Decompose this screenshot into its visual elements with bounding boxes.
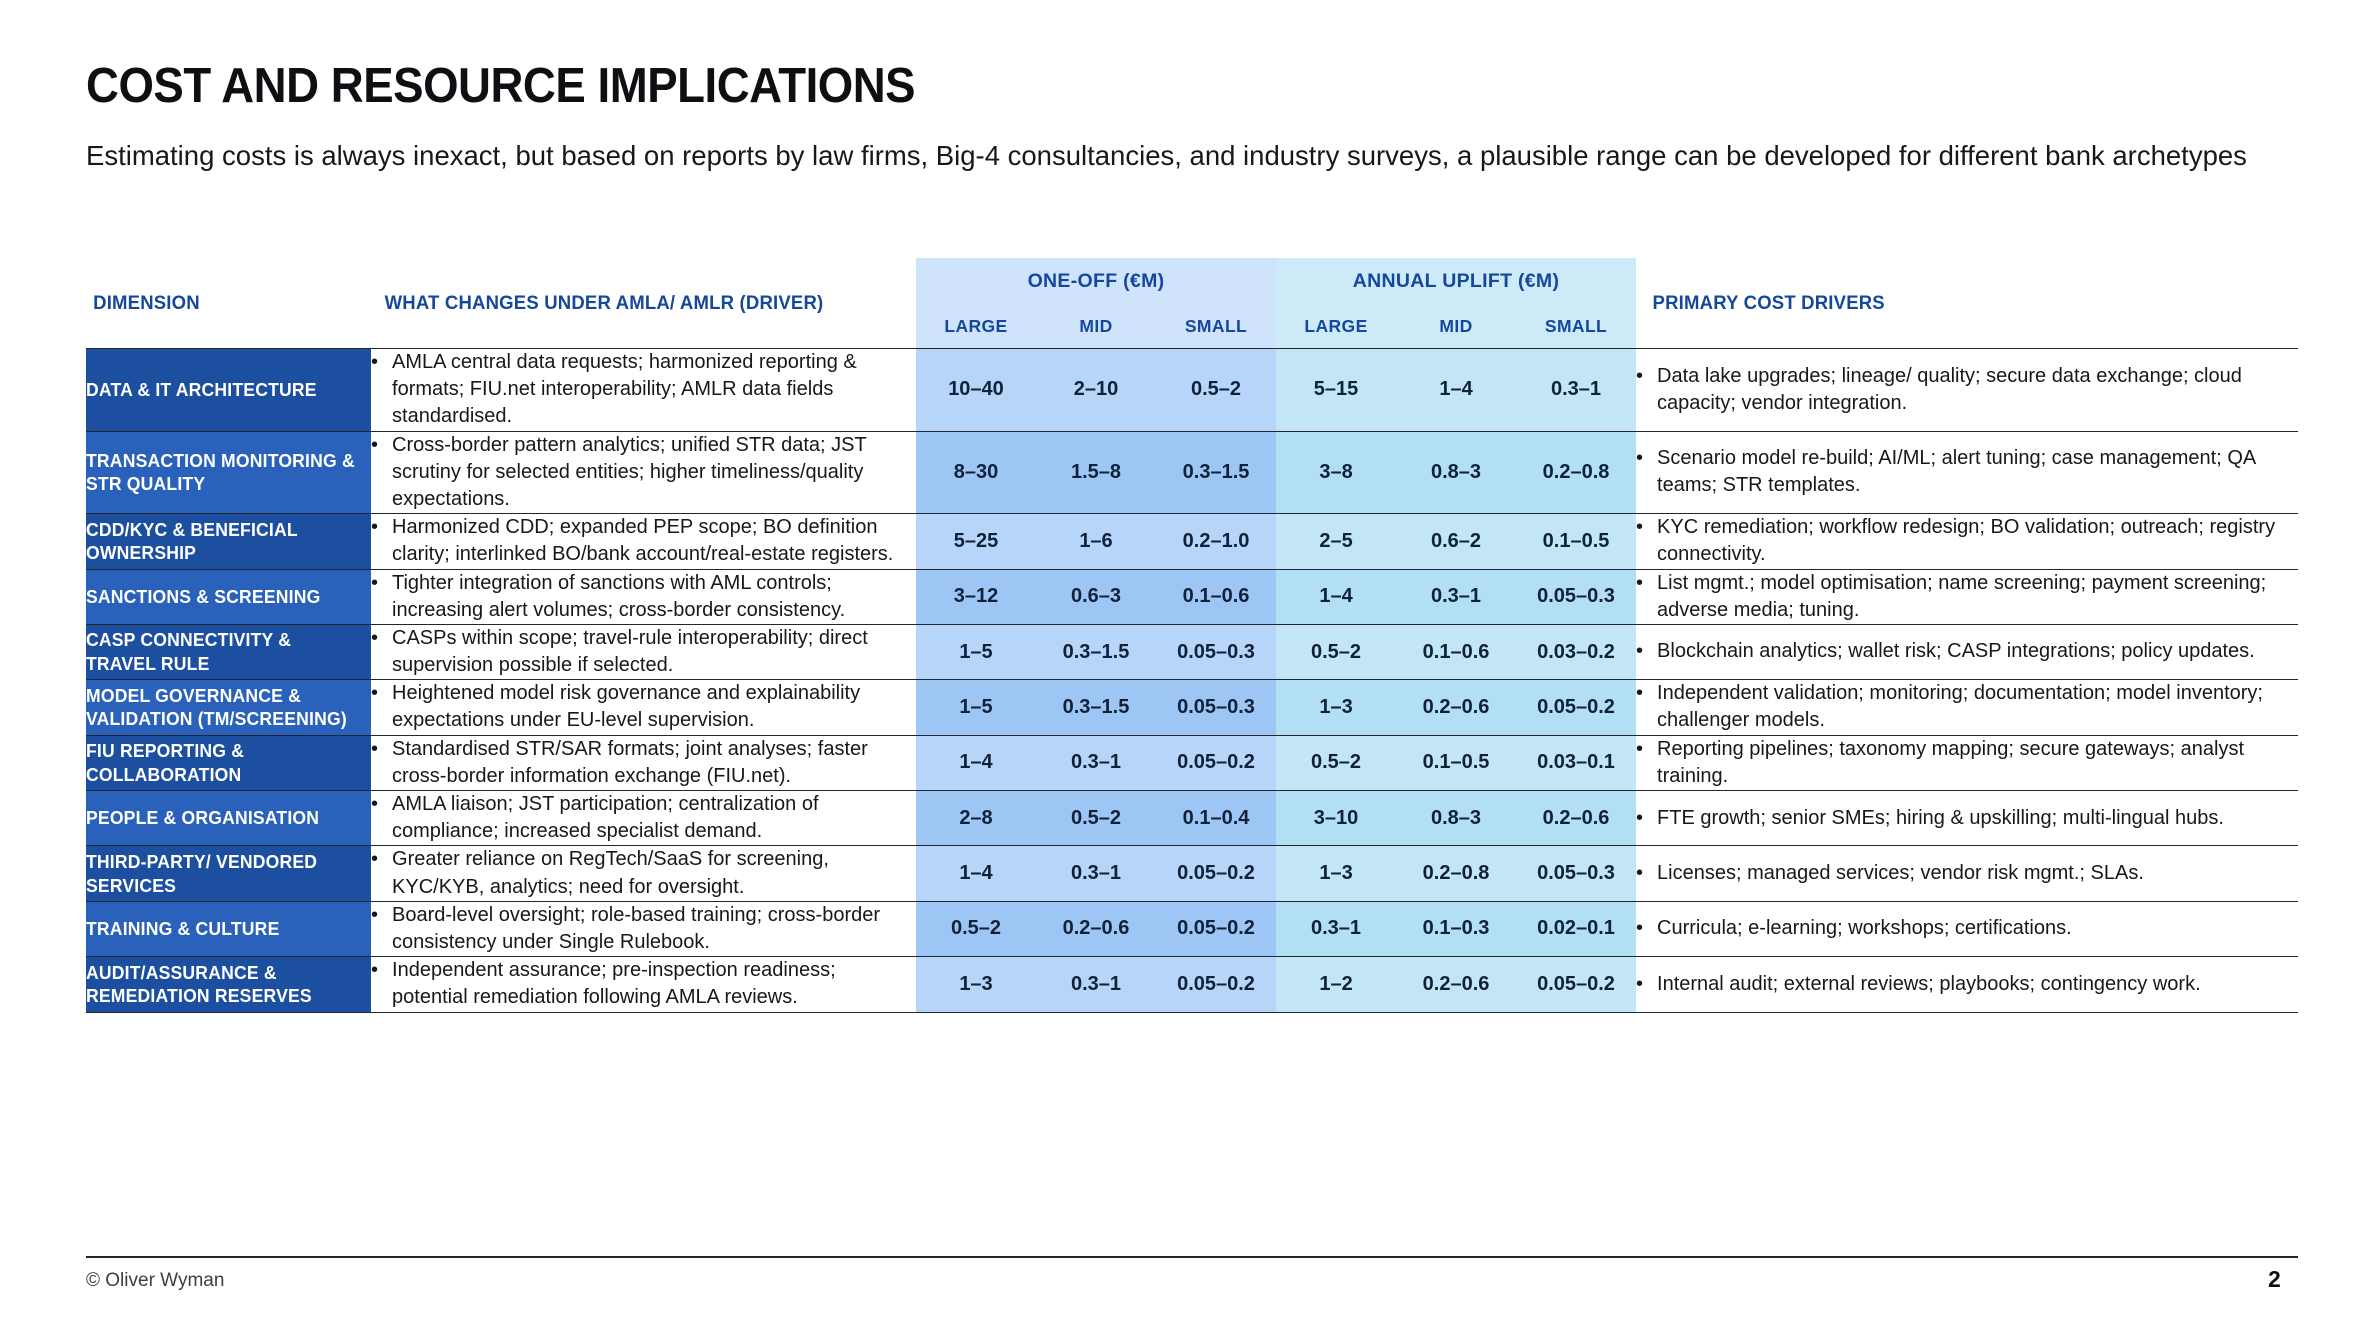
row-dimension <box>86 791 371 846</box>
bullet-icon: • <box>1636 447 1644 470</box>
row-annual-mid: 0.3–1 <box>1396 569 1516 624</box>
table-row <box>86 624 2298 679</box>
row-annual-small: 0.02–0.1 <box>1516 901 1636 956</box>
row-what-changes-text: CASPs within scope; travel-rule interoperability; direct supervision possible if selected. <box>392 626 868 677</box>
row-annual-small: 0.05–0.2 <box>1516 957 1636 1012</box>
row-dimension <box>86 680 371 735</box>
bullet-icon: • <box>371 571 379 594</box>
row-annual-small: 0.03–0.2 <box>1516 624 1636 679</box>
bullet-icon: • <box>371 682 379 705</box>
row-drivers-text: Curricula; e-learning; workshops; certifications. <box>1657 917 2072 940</box>
table-header <box>86 258 2298 349</box>
row-dimension-label: CDD/KYC & BENEFICIAL OWNERSHIP <box>86 518 298 564</box>
table-row <box>86 569 2298 624</box>
row-one-off-large: 5–25 <box>916 514 1036 569</box>
bullet-icon: • <box>371 793 379 815</box>
row-one-off-mid: 0.3–1 <box>1036 957 1156 1012</box>
row-drivers-text: KYC remediation; workflow redesign; BO validation; outreach; registry connectivity. <box>1657 516 2276 566</box>
row-dimension-label: TRAINING & CULTURE <box>86 918 280 940</box>
table-row <box>86 791 2298 846</box>
row-dimension <box>86 569 371 624</box>
row-one-off-small: 0.05–0.2 <box>1156 735 1276 790</box>
row-drivers-text: Internal audit; external reviews; playbooks; contingency work. <box>1657 972 2201 995</box>
row-dimension-label: FIU REPORTING & COLLABORATION <box>86 740 245 785</box>
row-what-changes-text: Harmonized CDD; expanded PEP scope; BO definition clarity; interlinked BO/bank account/real-estate registers. <box>392 516 894 566</box>
row-drivers <box>1636 680 2298 735</box>
row-annual-mid: 0.1–0.6 <box>1396 624 1516 679</box>
row-what-changes <box>371 901 916 956</box>
row-drivers-text: FTE growth; senior SMEs; hiring & upskilling; multi-lingual hubs. <box>1657 806 2224 829</box>
row-dimension <box>86 514 371 569</box>
header-one-off-mid: MID <box>1036 304 1156 349</box>
bullet-icon: • <box>1636 917 1644 940</box>
row-drivers <box>1636 901 2298 956</box>
row-one-off-large: 1–5 <box>916 680 1036 735</box>
bullet-icon: • <box>1636 571 1644 594</box>
row-one-off-small: 0.5–2 <box>1156 349 1276 432</box>
row-what-changes-text: AMLA central data requests; harmonized reporting & formats; FIU.net interoperability; AMLR data fields standardised. <box>392 351 857 428</box>
header-primary-cost-drivers: PRIMARY COST DRIVERS <box>1652 291 1885 314</box>
row-what-changes-text: Greater reliance on RegTech/SaaS for screening, KYC/KYB, analytics; need for oversight. <box>392 848 829 898</box>
row-annual-large: 2–5 <box>1276 514 1396 569</box>
row-one-off-mid: 1.5–8 <box>1036 431 1156 514</box>
row-one-off-mid: 0.5–2 <box>1036 791 1156 846</box>
row-drivers <box>1636 624 2298 679</box>
row-one-off-mid: 0.6–3 <box>1036 569 1156 624</box>
bullet-icon: • <box>371 516 379 539</box>
row-what-changes-text: AMLA liaison; JST participation; centralization of compliance; increased specialist demand. <box>392 793 819 843</box>
page-number: 2 <box>2268 1266 2281 1292</box>
row-one-off-large: 1–5 <box>916 624 1036 679</box>
row-one-off-large: 2–8 <box>916 791 1036 846</box>
row-one-off-small: 0.05–0.3 <box>1156 624 1276 679</box>
header-annual-small: SMALL <box>1516 304 1636 349</box>
row-what-changes <box>371 735 916 790</box>
row-one-off-small: 0.05–0.2 <box>1156 901 1276 956</box>
row-drivers <box>1636 349 2298 432</box>
bullet-icon: • <box>1636 972 1644 995</box>
header-group-row <box>86 258 2298 304</box>
header-one-off-large: LARGE <box>916 304 1036 349</box>
header-one-off-group: ONE-OFF (€M) <box>916 258 1276 304</box>
table-row <box>86 680 2298 735</box>
row-annual-small: 0.03–0.1 <box>1516 735 1636 790</box>
row-annual-small: 0.05–0.3 <box>1516 569 1636 624</box>
row-dimension <box>86 846 371 901</box>
cost-table <box>86 258 2298 1013</box>
row-annual-large: 1–3 <box>1276 846 1396 901</box>
row-annual-mid: 0.8–3 <box>1396 791 1516 846</box>
row-what-changes <box>371 349 916 432</box>
row-drivers-text: Reporting pipelines; taxonomy mapping; secure gateways; analyst training. <box>1657 737 2245 787</box>
bullet-icon: • <box>1636 516 1644 539</box>
row-one-off-small: 0.3–1.5 <box>1156 431 1276 514</box>
row-annual-small: 0.3–1 <box>1516 349 1636 432</box>
row-annual-mid: 0.2–0.6 <box>1396 680 1516 735</box>
row-one-off-mid: 0.3–1.5 <box>1036 624 1156 679</box>
row-annual-large: 1–4 <box>1276 569 1396 624</box>
row-what-changes-text: Cross-border pattern analytics; unified STR data; JST scrutiny for selected entities; higher timeliness/quality expectations. <box>392 433 867 510</box>
row-annual-mid: 0.6–2 <box>1396 514 1516 569</box>
row-annual-large: 0.5–2 <box>1276 735 1396 790</box>
row-one-off-mid: 0.2–0.6 <box>1036 901 1156 956</box>
bullet-icon: • <box>1636 806 1644 829</box>
cost-table-container <box>86 258 2298 1013</box>
row-one-off-mid: 2–10 <box>1036 349 1156 432</box>
row-what-changes <box>371 791 916 846</box>
row-annual-large: 0.5–2 <box>1276 624 1396 679</box>
header-annual-group: ANNUAL UPLIFT (€M) <box>1276 258 1636 304</box>
row-drivers-text: Data lake upgrades; lineage/ quality; secure data exchange; cloud capacity; vendor integration. <box>1657 364 2242 414</box>
row-drivers <box>1636 569 2298 624</box>
row-drivers <box>1636 846 2298 901</box>
page-subtitle: Estimating costs is always inexact, but based on reports by law firms, Big-4 consultancies, and industry surveys, a plausible range can be developed for different bank archetypes <box>86 140 2247 171</box>
row-one-off-small: 0.05–0.3 <box>1156 680 1276 735</box>
row-what-changes <box>371 431 916 514</box>
row-annual-small: 0.05–0.2 <box>1516 680 1636 735</box>
row-annual-small: 0.2–0.6 <box>1516 791 1636 846</box>
row-drivers <box>1636 431 2298 514</box>
row-one-off-mid: 0.3–1.5 <box>1036 680 1156 735</box>
row-annual-mid: 0.2–0.6 <box>1396 957 1516 1012</box>
row-dimension <box>86 735 371 790</box>
table-row <box>86 349 2298 432</box>
row-dimension-label: THIRD-PARTY/ VENDORED SERVICES <box>86 850 318 896</box>
row-one-off-small: 0.1–0.4 <box>1156 791 1276 846</box>
row-drivers-text: Licenses; managed services; vendor risk mgmt.; SLAs. <box>1657 861 2144 884</box>
row-what-changes <box>371 846 916 901</box>
row-one-off-large: 3–12 <box>916 569 1036 624</box>
bullet-icon: • <box>1636 364 1644 387</box>
row-dimension-label: PEOPLE & ORGANISATION <box>86 807 320 829</box>
row-annual-large: 1–3 <box>1276 680 1396 735</box>
row-what-changes <box>371 514 916 569</box>
row-one-off-mid: 0.3–1 <box>1036 846 1156 901</box>
row-one-off-small: 0.2–1.0 <box>1156 514 1276 569</box>
table-row <box>86 431 2298 514</box>
bullet-icon: • <box>371 626 379 649</box>
bullet-icon: • <box>1636 737 1644 760</box>
row-dimension-label: DATA & IT ARCHITECTURE <box>86 378 317 400</box>
bullet-icon: • <box>371 351 379 373</box>
row-dimension <box>86 901 371 956</box>
bullet-icon: • <box>1636 640 1644 663</box>
row-annual-small: 0.2–0.8 <box>1516 431 1636 514</box>
bullet-icon: • <box>371 737 379 760</box>
row-dimension <box>86 624 371 679</box>
row-dimension-label: CASP CONNECTIVITY & TRAVEL RULE <box>86 629 292 675</box>
row-one-off-small: 0.05–0.2 <box>1156 846 1276 901</box>
table-row <box>86 957 2298 1012</box>
row-what-changes-text: Heightened model risk governance and explainability expectations under EU-level supervision. <box>392 682 861 732</box>
row-one-off-large: 1–4 <box>916 735 1036 790</box>
row-drivers-text: Scenario model re-build; AI/ML; alert tuning; case management; QA teams; STR templates. <box>1657 447 2256 497</box>
row-drivers <box>1636 735 2298 790</box>
row-what-changes-text: Tighter integration of sanctions with AML controls; increasing alert volumes; cross-border consistency. <box>392 571 846 621</box>
row-what-changes-text: Standardised STR/SAR formats; joint analyses; faster cross-border information exchange (FIU.net). <box>392 737 868 787</box>
row-annual-large: 1–2 <box>1276 957 1396 1012</box>
footer-copyright: © Oliver Wyman <box>86 1270 225 1291</box>
bullet-icon: • <box>371 959 379 982</box>
row-annual-large: 3–10 <box>1276 791 1396 846</box>
table-body <box>86 349 2298 1013</box>
row-annual-small: 0.05–0.3 <box>1516 846 1636 901</box>
row-one-off-small: 0.05–0.2 <box>1156 957 1276 1012</box>
table-row <box>86 514 2298 569</box>
row-drivers-text: Independent validation; monitoring; documentation; model inventory; challenger models. <box>1657 682 2263 732</box>
row-what-changes-text: Board-level oversight; role-based training; cross-border consistency under Single Rulebook. <box>392 903 881 953</box>
table-row <box>86 846 2298 901</box>
row-what-changes <box>371 624 916 679</box>
row-dimension-label: MODEL GOVERNANCE & VALIDATION (TM/SCREENING) <box>86 684 347 730</box>
row-dimension <box>86 349 371 432</box>
row-annual-mid: 1–4 <box>1396 349 1516 432</box>
header-dimension: DIMENSION <box>93 291 200 314</box>
row-one-off-large: 1–4 <box>916 846 1036 901</box>
row-annual-mid: 0.1–0.5 <box>1396 735 1516 790</box>
page-title: COST AND RESOURCE IMPLICATIONS <box>86 59 916 113</box>
row-one-off-mid: 0.3–1 <box>1036 735 1156 790</box>
row-annual-mid: 0.2–0.8 <box>1396 846 1516 901</box>
row-one-off-small: 0.1–0.6 <box>1156 569 1276 624</box>
header-annual-mid: MID <box>1396 304 1516 349</box>
row-drivers <box>1636 957 2298 1012</box>
row-drivers-text: Blockchain analytics; wallet risk; CASP integrations; policy updates. <box>1657 640 2255 663</box>
row-what-changes <box>371 680 916 735</box>
bullet-icon: • <box>371 433 379 456</box>
row-annual-large: 5–15 <box>1276 349 1396 432</box>
table-row <box>86 901 2298 956</box>
row-dimension-label: AUDIT/ASSURANCE & REMEDIATION RESERVES <box>86 961 312 1007</box>
bullet-icon: • <box>371 903 379 926</box>
header-one-off-small: SMALL <box>1156 304 1276 349</box>
row-annual-mid: 0.1–0.3 <box>1396 901 1516 956</box>
row-one-off-mid: 1–6 <box>1036 514 1156 569</box>
row-dimension-label: SANCTIONS & SCREENING <box>86 585 321 607</box>
row-dimension <box>86 431 371 514</box>
bullet-icon: • <box>371 848 379 871</box>
row-what-changes <box>371 569 916 624</box>
row-dimension-label: TRANSACTION MONITORING & STR QUALITY <box>86 449 355 495</box>
header-annual-large: LARGE <box>1276 304 1396 349</box>
bullet-icon: • <box>1636 861 1644 884</box>
row-one-off-large: 10–40 <box>916 349 1036 432</box>
row-drivers-text: List mgmt.; model optimisation; name screening; payment screening; adverse media; tuning. <box>1657 571 2267 621</box>
header-what-changes: WHAT CHANGES UNDER AMLA/ AMLR (DRIVER) <box>384 291 824 314</box>
row-annual-mid: 0.8–3 <box>1396 431 1516 514</box>
row-drivers <box>1636 514 2298 569</box>
row-annual-small: 0.1–0.5 <box>1516 514 1636 569</box>
row-what-changes <box>371 957 916 1012</box>
row-dimension <box>86 957 371 1012</box>
row-what-changes-text: Independent assurance; pre-inspection readiness; potential remediation following AMLA reviews. <box>392 959 836 1009</box>
table-row <box>86 735 2298 790</box>
row-one-off-large: 1–3 <box>916 957 1036 1012</box>
row-drivers <box>1636 791 2298 846</box>
row-annual-large: 3–8 <box>1276 431 1396 514</box>
row-annual-large: 0.3–1 <box>1276 901 1396 956</box>
footer-divider <box>86 1256 2298 1258</box>
bullet-icon: • <box>1636 682 1644 705</box>
row-one-off-large: 8–30 <box>916 431 1036 514</box>
row-one-off-large: 0.5–2 <box>916 901 1036 956</box>
